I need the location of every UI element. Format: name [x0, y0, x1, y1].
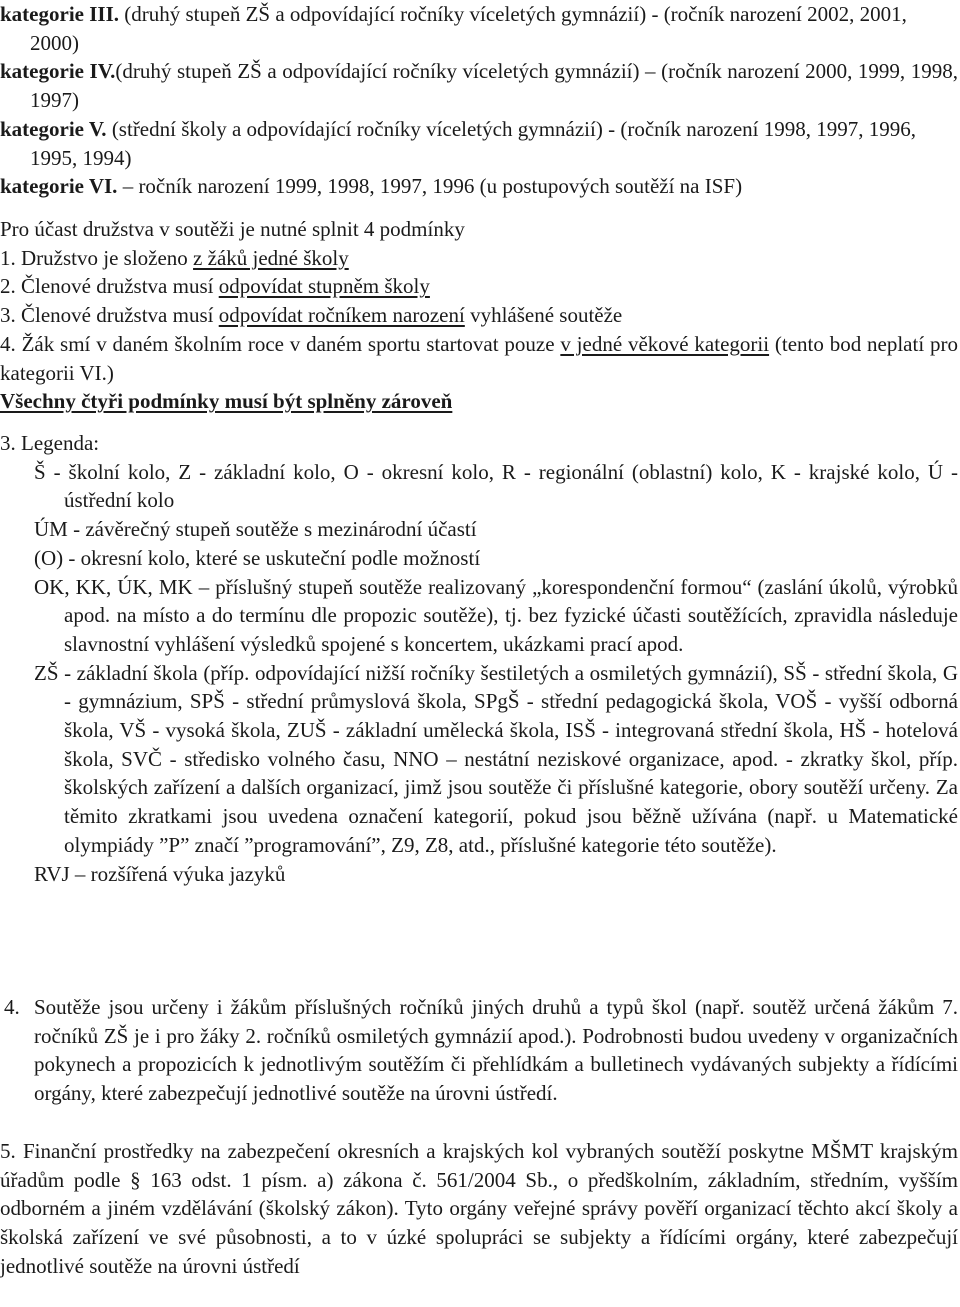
legend-item-text: OK, KK, ÚK, MK – příslušný stupeň soutěže realizovaný „korespondenční formou“ (zaslání úkolů, výrobků apod. na místo a do termínu dle propozic soutěže), tj. bez fyzické účasti soutěžících, zpravidla následuje slavnostní vyhlášení výsledků spojené s koncertem, ukázkami prací apod.: [34, 574, 958, 656]
condition-4-suffix: (tento bod neplatí pro kategorii VI.): [0, 331, 958, 385]
legend-item: [0, 860, 958, 889]
condition-4-prefix: 4. Žák smí v daném školním roce v daném sportu startovat pouze: [0, 331, 561, 356]
category-vi-label: kategorie VI.: [0, 174, 118, 199]
condition-2-prefix: 2. Členové družstva musí: [0, 274, 219, 299]
category-iii-text: (druhý stupeň ZŠ a odpovídající ročníky víceletých gymnázií) - (ročník narození 2002, 2001, 2000): [30, 2, 907, 55]
condition-2: [0, 272, 958, 301]
category-v-text: (střední školy a odpovídající ročníky víceletých gymnázií) - (ročník narození 1998, 1997, 1996, 1995, 1994): [30, 116, 917, 170]
paragraph-4-body: Soutěže jsou určeny i žákům příslušných ročníků jiných druhů a typů škol (např. soutěž určená žákům 7. ročníků ZŠ je i pro žáky 2. ročníků osmiletých gymnázií apod.). Podrobnosti budou uvedeny v organizačních pokynech a propozicích k jednotlivým soutěžím či přehlídkám a bulletinech vydávaných subjekty a řídícími orgány, které zabezpečují jednotlivé soutěže na úrovni ústředí.: [34, 995, 958, 1106]
categories-block: [0, 0, 958, 201]
category-iii: [0, 0, 958, 57]
legend-item: [0, 458, 958, 515]
condition-3: [0, 301, 958, 330]
condition-4-underlined: v jedné věkové kategorii: [560, 331, 770, 356]
legend-item: [0, 544, 958, 573]
legend-block: [0, 429, 958, 888]
legend-heading: 3. Legenda:: [0, 431, 100, 455]
legend-item: [0, 573, 958, 659]
paragraph-4-number: 4.: [4, 995, 20, 1019]
legend-item-text: (O) - okresní kolo, které se uskuteční podle možností: [34, 545, 481, 570]
legend-item: [0, 515, 958, 544]
legend-item-text: Š - školní kolo, Z - základní kolo, O - okresní kolo, R - regionální (oblastní) kolo, K - krajské kolo, Ú - ústřední kolo: [34, 459, 958, 513]
category-iv-label: kategorie IV.: [0, 59, 116, 84]
category-vi-text: – ročník narození 1999, 1998, 1997, 1996 (u postupových soutěží na ISF): [117, 174, 743, 199]
category-iv-text: (druhý stupeň ZŠ a odpovídající ročníky víceletých gymnázií) – (ročník narození 2000, 1999, 1998, 1997): [30, 59, 958, 113]
paragraph-4: [0, 993, 958, 1108]
category-iv: [0, 57, 958, 114]
legend-item-text: ÚM - závěrečný stupeň soutěže s mezinárodní účastí: [34, 517, 477, 542]
legend-item: [0, 659, 958, 860]
conditions-block: [0, 215, 958, 416]
conditions-intro: Pro účast družstva v soutěži je nutné splnit 4 podmínky: [0, 217, 465, 241]
legend-item-text: ZŠ - základní škola (příp. odpovídající nižší ročníky šestiletých a osmiletých gymnázií), SŠ - střední škola, G - gymnázium, SPŠ - střední průmyslová škola, SPgŠ - střední pedagogická škola, VOŠ - vyšší odborná škola, VŠ - vysoká škola, ZUŠ - základní umělecká škola, ISŠ - integrovaná střední škola, HŠ - hotelová škola, SVČ - středisko volného času, NNO – nestátní neziskové organizace, apod. - zkratky škol, příp. školských zařízení a dalších organizací, jimž jsou soutěže či příslušné kategorie, obory soutěží určeny. Za těmito zkratkami jsou uvedena označení kategorií, pokud jsou běžně užívána (např. u Matematické olympiády ”P” značí ”programování”, Z9, Z8, atd., příslušné kategorie této soutěže).: [34, 660, 958, 857]
condition-1: [0, 244, 958, 273]
condition-2-underlined: odpovídat stupněm školy: [218, 274, 430, 299]
category-v-label: kategorie V.: [0, 116, 107, 141]
category-iii-label: kategorie III.: [0, 2, 119, 26]
condition-3-suffix: vyhlášené soutěže: [464, 303, 623, 328]
legend-item-text: RVJ – rozšířená výuka jazyků: [34, 861, 286, 886]
condition-1-prefix: 1. Družstvo je složeno: [0, 245, 194, 270]
condition-4: [0, 330, 958, 387]
category-v: [0, 115, 958, 172]
paragraph-5: [0, 1137, 958, 1281]
category-vi: [0, 172, 958, 201]
conditions-all-required: Všechny čtyři podmínky musí být splněny zároveň: [0, 389, 453, 414]
condition-1-underlined: z žáků jedné školy: [193, 245, 349, 270]
condition-3-underlined: odpovídat ročníkem narození: [218, 303, 465, 328]
condition-3-prefix: 3. Členové družstva musí: [0, 303, 219, 328]
paragraph-5-text: 5. Finanční prostředky na zabezpečení okresních a krajských kol vybraných soutěží poskytne MŠMT krajským úřadům podle § 163 odst. 1 písm. a) zákona č. 561/2004 Sb., o předškolním, základním, středním, vyšším odborném a jiném vzdělávání (školský zákon). Tyto orgány veřejné správy pověří organizací těchto akcí školy a školská zařízení ve své působnosti, a to v úzké spolupráci se subjekty a řídícími orgány, které zabezpečují jednotlivé soutěže na úrovni ústředí: [0, 1139, 958, 1278]
paragraph-4-text: [0, 993, 958, 1108]
